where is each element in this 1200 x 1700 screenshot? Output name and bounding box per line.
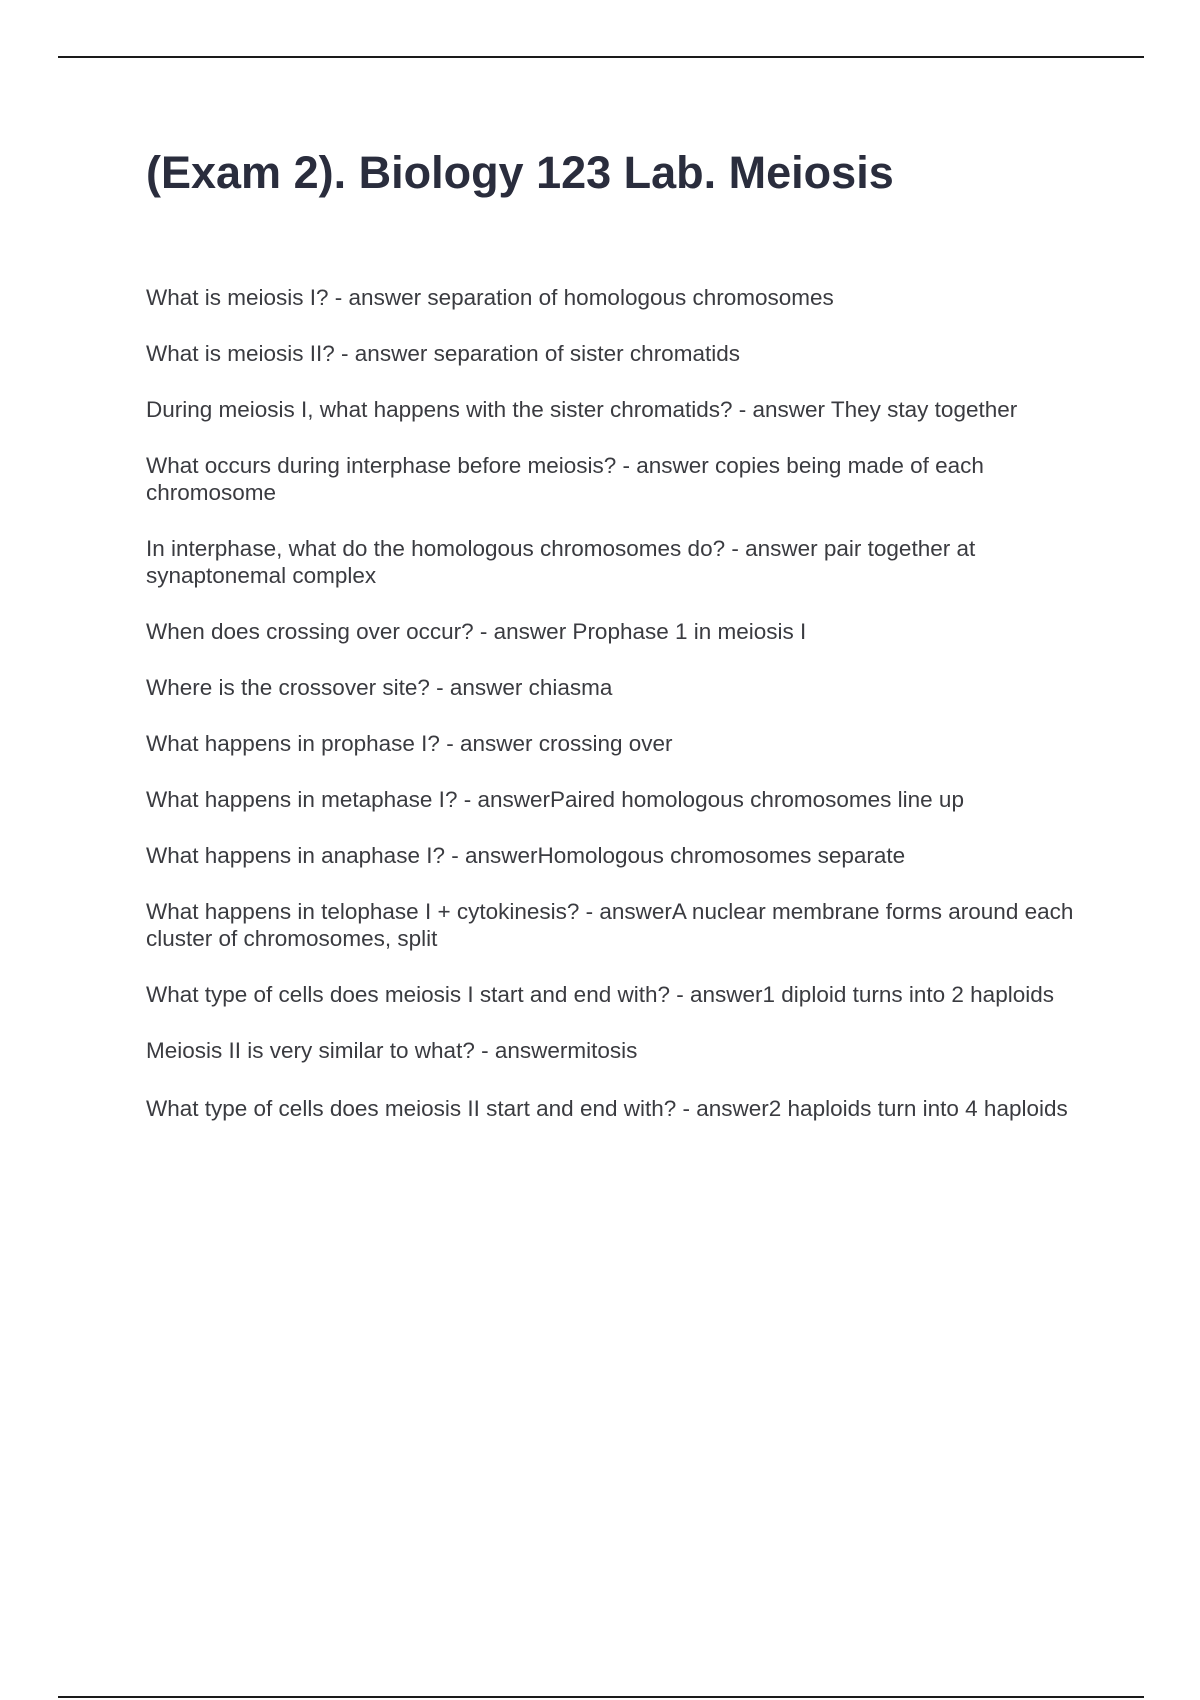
qa-item: What is meiosis II? - answer separation of sister chromatids <box>146 341 740 366</box>
qa-item: What happens in telophase I + cytokinesis? - answerA nuclear membrane forms around each cluster of chromosomes, split <box>146 899 1074 951</box>
bottom-divider <box>58 1696 1144 1698</box>
qa-item: During meiosis I, what happens with the sister chromatids? - answer They stay together <box>146 397 1018 422</box>
qa-item: What is meiosis I? - answer separation of homologous chromosomes <box>146 285 834 310</box>
qa-item: Where is the crossover site? - answer chiasma <box>146 675 613 700</box>
qa-item: Meiosis II is very similar to what? - answermitosis <box>146 1038 638 1063</box>
page-title: (Exam 2). Biology 123 Lab. Meiosis <box>146 147 894 198</box>
qa-item: When does crossing over occur? - answer Prophase 1 in meiosis I <box>146 619 807 644</box>
top-divider <box>58 56 1144 58</box>
qa-list <box>146 284 1106 1154</box>
qa-item: In interphase, what do the homologous chromosomes do? - answer pair together at synaptonemal complex <box>146 536 976 588</box>
qa-item: What type of cells does meiosis II start and end with? - answer2 haploids turn into 4 haploids <box>146 1096 1068 1121</box>
qa-item: What happens in metaphase I? - answerPaired homologous chromosomes line up <box>146 787 964 812</box>
qa-item: What happens in prophase I? - answer crossing over <box>146 731 673 756</box>
qa-item: What occurs during interphase before meiosis? - answer copies being made of each chromosome <box>146 453 984 505</box>
qa-item: What happens in anaphase I? - answerHomologous chromosomes separate <box>146 843 906 868</box>
qa-item: What type of cells does meiosis I start and end with? - answer1 diploid turns into 2 haploids <box>146 982 1054 1007</box>
